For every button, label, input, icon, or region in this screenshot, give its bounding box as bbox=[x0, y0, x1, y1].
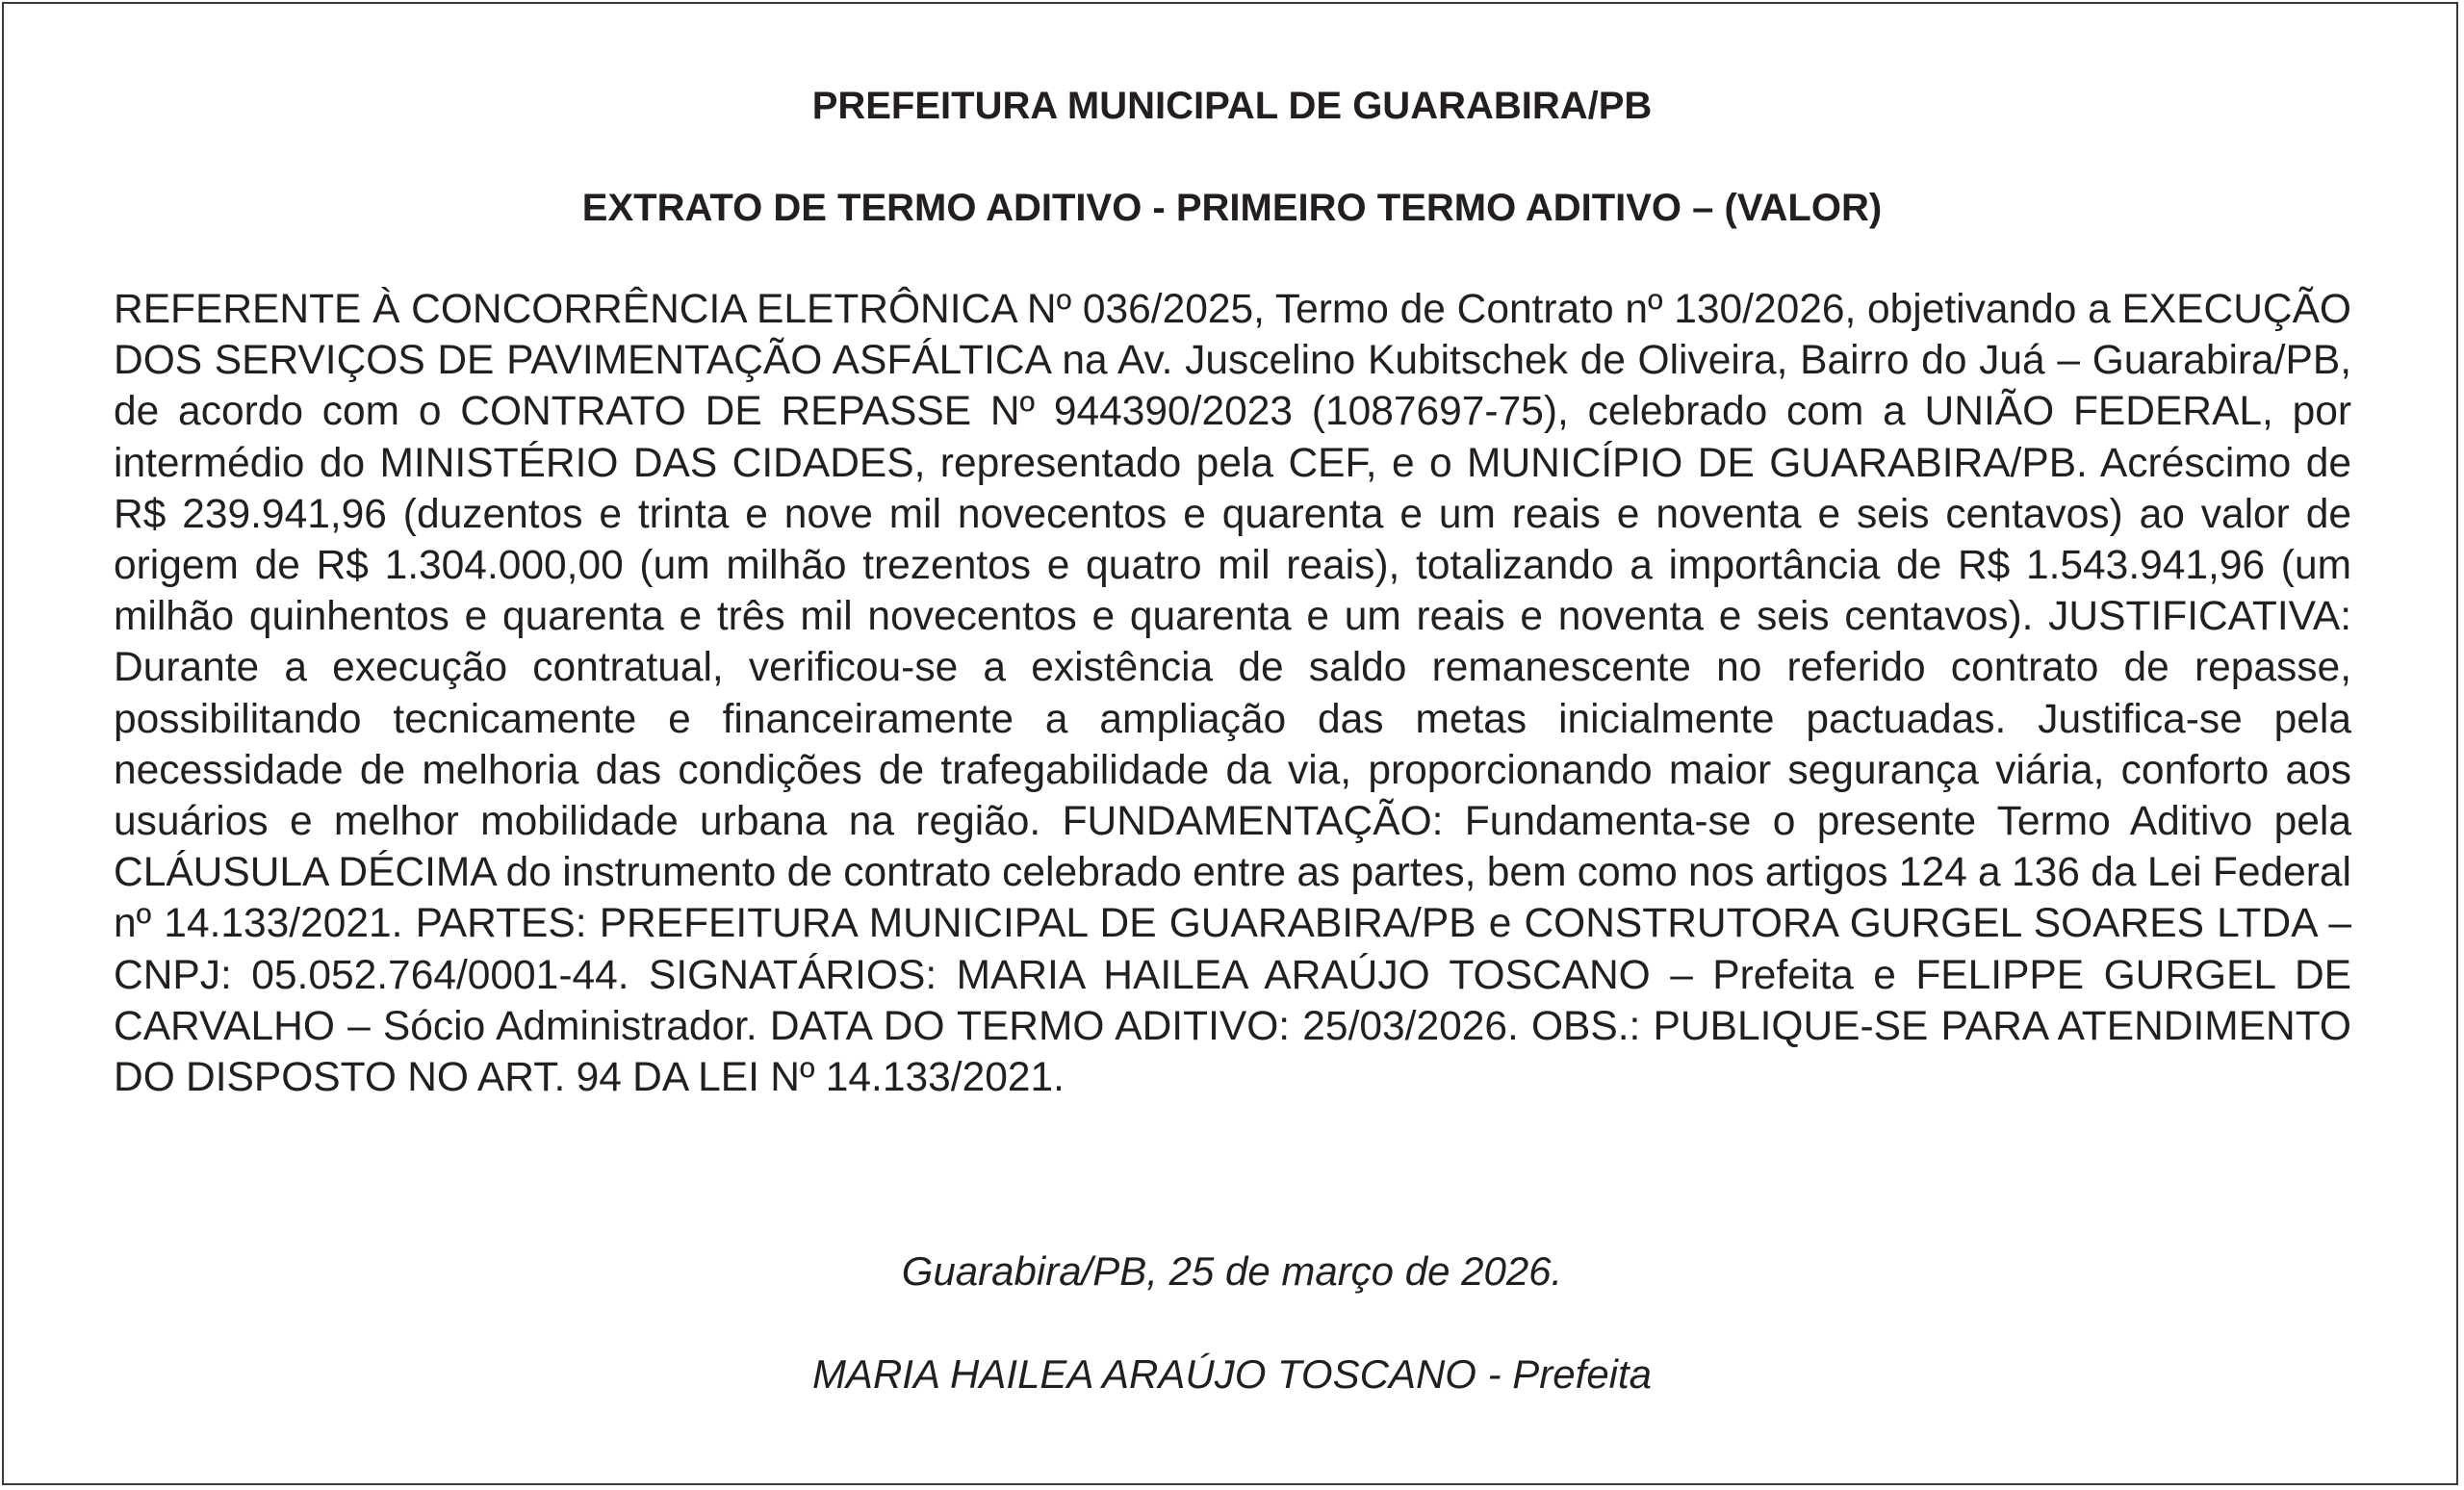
document-body: REFERENTE À CONCORRÊNCIA ELETRÔNICA Nº 036/2025, Termo de Contrato nº 130/2026, objetivando a EXECUÇÃO DOS SERVIÇOS DE PAVIMENTAÇÃO ASFÁLTICA na Av. Juscelino Kubitschek de Oliveira, Bairro do Juá – Guarabira/PB, de acordo com o CONTRATO DE REPASSE Nº 944390/2023 (1087697-75), celebrado com a UNIÃO FEDERAL, por intermédio do MINISTÉRIO DAS CIDADES, representado pela CEF, e o MUNICÍPIO DE GUARABIRA/PB. Acréscimo de R$ 239.941,96 (duzentos e trinta e nove mil novecentos e quarenta e um reais e noventa e seis centavos) ao valor de origem de R$ 1.304.000,00 (um milhão trezentos e quatro mil reais), totalizando a importância de R$ 1.543.941,96 (um milhão quinhentos e quarenta e três mil novecentos e quarenta e um reais e noventa e seis centavos). JUSTIFICATIVA: Durante a execução contratual, verificou-se a existência de saldo remanescente no referido contrato de repasse, possibilitando tecnicamente e financeiramente a ampliação das metas inicialmente pactuadas. Justifica-se pela necessidade de melhoria das condições de trafegabilidade da via, proporcionando maior segurança viária, conforto aos usuários e melhor mobilidade urbana na região. FUNDAMENTAÇÃO: Fundamenta-se o presente Termo Aditivo pela CLÁUSULA DÉCIMA do instrumento de contrato celebrado entre as partes, bem como nos artigos 124 a 136 da Lei Federal nº 14.133/2021. PARTES: PREFEITURA MUNICIPAL DE GUARABIRA/PB e CONSTRUTORA GURGEL SOARES LTDA – CNPJ: 05.052.764/0001-44. SIGNATÁRIOS: MARIA HAILEA ARAÚJO TOSCANO – Prefeita e FELIPPE GURGEL DE CARVALHO – Sócio Administrador. DATA DO TERMO ADITIVO: 25/03/2026. OBS.: PUBLIQUE-SE PARA ATENDIMENTO DO DISPOSTO NO ART. 94 DA LEI Nº 14.133/2021. bbox=[114, 287, 2351, 1101]
document-subtitle: EXTRATO DE TERMO ADITIVO - PRIMEIRO TERMO ADITIVO – (VALOR) bbox=[581, 187, 1883, 229]
signatory-line: MARIA HAILEA ARAÚJO TOSCANO - Prefeita bbox=[811, 1351, 1653, 1397]
document-title: PREFEITURA MUNICIPAL DE GUARABIRA/PB bbox=[811, 85, 1653, 127]
place-and-date: Guarabira/PB, 25 de março de 2026. bbox=[901, 1248, 1563, 1294]
